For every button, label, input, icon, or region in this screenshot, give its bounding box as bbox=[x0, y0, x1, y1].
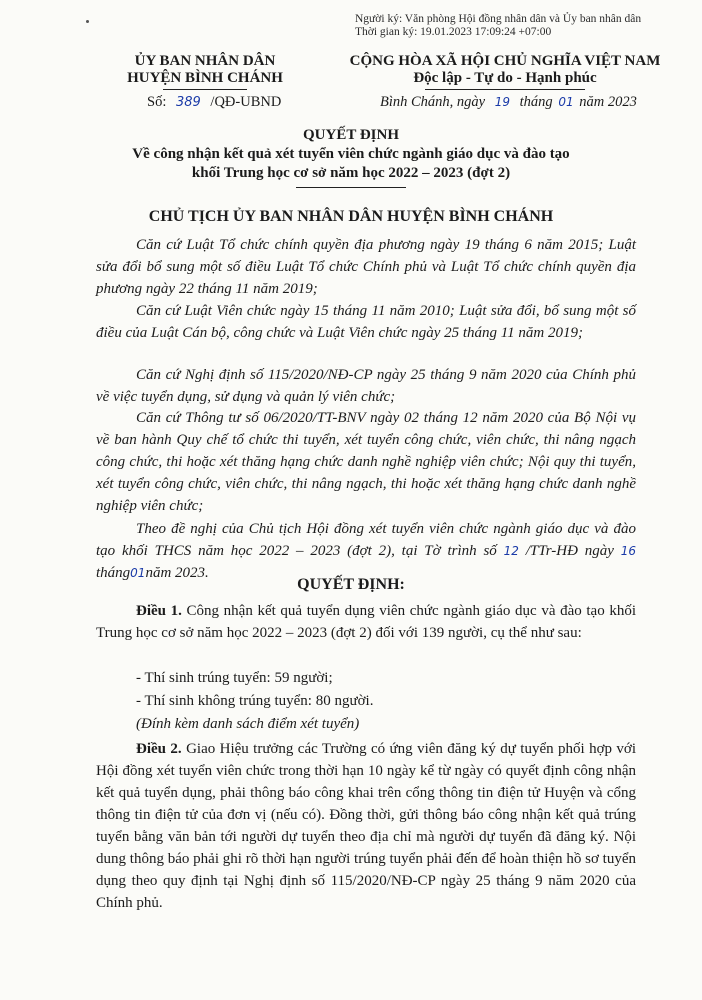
handwritten-month: 01 bbox=[558, 95, 574, 109]
article-1-label: Điều 1. bbox=[136, 603, 182, 619]
national-header bbox=[345, 53, 665, 87]
authority-line-1: ỦY BAN NHÂN DÂN bbox=[134, 53, 276, 69]
authority-heading: CHỦ TỊCH ỦY BAN NHÂN DÂN HUYỆN BÌNH CHÁNH bbox=[148, 208, 554, 225]
motto-underline bbox=[425, 89, 585, 90]
digital-signature-info bbox=[355, 13, 641, 39]
legal-basis-3: Căn cứ Nghị định số 115/2020/NĐ-CP ngày 25 tháng 9 năm 2020 của Chính phủ về việc tuyển dụng, sử dụng và quản lý viên chức; bbox=[96, 367, 636, 405]
national-motto: Độc lập - Tự do - Hạnh phúc bbox=[413, 70, 597, 86]
title-subject-1: Về công nhận kết quả xét tuyển viên chức ngành giáo dục và đào tạo bbox=[132, 146, 570, 162]
year: năm 2023 bbox=[579, 94, 637, 110]
country-name: CỘNG HÒA XÃ HỘI CHỦ NGHĨA VIỆT NAM bbox=[349, 53, 661, 69]
article-2-label: Điều 2. bbox=[136, 741, 182, 757]
handwritten-submission-month: 01 bbox=[130, 566, 146, 580]
legal-basis-2: Căn cứ Luật Viên chức ngày 15 tháng 11 năm 2010; Luật sửa đổi, bổ sung một số điều của Luật Cán bộ, công chức và Luật Viên chức ngày 25 tháng 11 năm 2019; bbox=[96, 303, 636, 341]
handwritten-submission-no: 12 bbox=[503, 544, 519, 558]
article-1 bbox=[96, 600, 636, 644]
handwritten-number: 389 bbox=[175, 95, 201, 110]
so-label: Số: bbox=[147, 94, 167, 110]
handwritten-day: 19 bbox=[494, 95, 511, 109]
article-1-text: Công nhận kết quả tuyển dụng viên chức ngành giáo dục và đào tạo khối Trung học cơ sở năm học 2022 – 2023 (đợt 2) đối với 139 người, cụ thể như sau: bbox=[96, 603, 637, 641]
article-2-text: Giao Hiệu trưởng các Trường có ứng viên đăng ký dự tuyển phối hợp với Hội đồng xét tuyển viên chức trong thời hạn 10 ngày kể từ ngày có quyết định công nhận kết quả tuyển dụng, phải thông báo công khai trên cổng thông tin điện tử Huyện và cổng thông tin điện tử của đơn vị (nếu có). Đồng thời, gửi thông báo công nhận kết quả trúng tuyển bằng văn bản tới người dự tuyển theo địa chỉ mà người dự tuyển đã đăng ký. Nội dung thông báo phải ghi rõ thời hạn người trúng tuyển phải đến để hoàn thiện hồ sơ tuyển dụng theo quy định tại Nghị định số 115/2020/NĐ-CP ngày 25 tháng 9 năm 2020 của Chính phủ. bbox=[96, 741, 637, 911]
article-1-item-2: - Thí sinh không trúng tuyển: 80 người. bbox=[136, 693, 374, 709]
so-suffix: /QĐ-UBND bbox=[210, 94, 282, 110]
sign-time-line: Thời gian ký: 19.01.2023 17:09:24 +07:00 bbox=[355, 26, 552, 38]
article-1-attachment-note: (Đính kèm danh sách điểm xét tuyển) bbox=[136, 716, 360, 732]
authority-underline bbox=[163, 89, 247, 90]
title-underline bbox=[296, 187, 406, 188]
issue-date bbox=[380, 92, 637, 112]
article-1-item-1: - Thí sinh trúng tuyển: 59 người; bbox=[136, 670, 333, 686]
document-title: QUYẾT ĐỊNH bbox=[303, 127, 399, 143]
date-prefix: Bình Chánh, ngày bbox=[380, 94, 486, 110]
decision-heading: QUYẾT ĐỊNH: bbox=[297, 576, 405, 593]
month-label: tháng bbox=[519, 94, 553, 110]
scan-dot bbox=[86, 20, 89, 23]
title-subject-2: khối Trung học cơ sở năm học 2022 – 2023 (đợt 2) bbox=[191, 165, 511, 181]
article-2 bbox=[96, 738, 636, 914]
signer-line: Người ký: Văn phòng Hội đồng nhân dân và Ủy ban nhân dân bbox=[355, 13, 642, 25]
legal-basis-1: Căn cứ Luật Tổ chức chính quyền địa phương ngày 19 tháng 6 năm 2015; Luật sửa đổi bổ sung một số điều Luật Tổ chức Chính phủ và Luật Tổ chức chính quyền địa phương ngày 22 tháng 11 năm 2019; bbox=[96, 237, 636, 297]
handwritten-submission-day: 16 bbox=[620, 544, 637, 558]
authority-line-2: HUYỆN BÌNH CHÁNH bbox=[127, 70, 283, 86]
document-title-block bbox=[60, 126, 642, 183]
legal-basis-4: Căn cứ Thông tư số 06/2020/TT-BNV ngày 02 tháng 12 năm 2020 của Bộ Nội vụ về ban hành Quy chế tổ chức thi tuyển, xét tuyển công chức, viên chức, thi nâng ngạch công chức, thi hoặc xét thăng hạng chức danh nghề nghiệp viên chức; Nội quy thi tuyển, xét tuyển công chức, viên chức, thi nâng ngạch, thi hoặc xét thăng hạng chức danh nghề nghiệp viên chức; bbox=[96, 410, 636, 514]
issuing-authority bbox=[125, 53, 285, 87]
document-number bbox=[147, 92, 281, 113]
proposal-paragraph: Theo đề nghị của Chủ tịch Hội đồng xét tuyển viên chức ngành giáo dục và đào tạo khối THCS năm học 2022 – 2023 (đợt 2), tại Tờ trình số 12 /TTr-HĐ ngày 16 tháng01năm 2023. bbox=[96, 521, 637, 581]
